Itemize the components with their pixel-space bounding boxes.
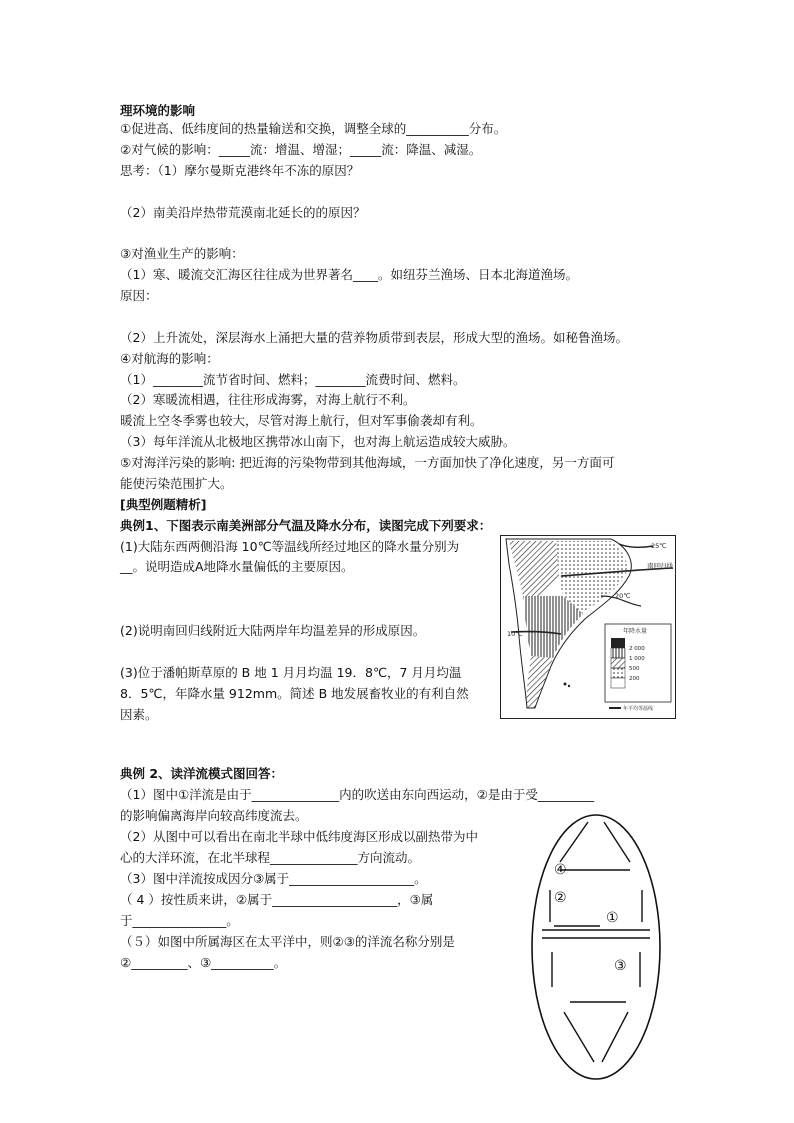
legend-title: 年降水量 — [623, 628, 648, 635]
text-line: ①促进高、低纬度间的热量输送和交换，调整全球的__________分布。 — [120, 121, 507, 136]
question-line: （2）从图中可以看出在南北半球中低纬度海区形成以副热带为中 — [120, 829, 478, 844]
map-graphic — [501, 536, 675, 718]
question-line: (3)位于潘帕斯草原的 B 地 1 月月均温 19．8℃，7 月月均温 — [120, 665, 462, 680]
ocean-current-diagram — [530, 812, 662, 1082]
text-line: 原因： — [120, 288, 158, 303]
legend-value: 1 000 — [629, 656, 645, 662]
text-line: 能使污染范围扩大。 — [120, 476, 233, 491]
question-line: （3）图中洋流按成因分③属于____________________。 — [120, 871, 427, 886]
question-line: (1)大陆东西两侧沿海 10℃等温线所经过地区的降水量分别为 — [120, 539, 460, 554]
question-line: 8．5℃，年降水量 912mm。简述 B 地发展畜牧业的有利自然 — [120, 686, 469, 701]
text-line: 思考：（1）摩尔曼斯克港终年不冻的原因？ — [120, 163, 360, 178]
ocean-diagram-graphic — [530, 812, 662, 1082]
question-line: (2)说明南回归线附近大陆两岸年均温差异的形成原因。 — [120, 623, 426, 638]
question-line: __。说明造成A地降水量偏低的主要原因。 — [120, 559, 354, 574]
question-line: 于_______________。 — [120, 913, 239, 928]
text-line: （2）南美沿岸热带荒漠南北延长的的原因？ — [120, 205, 366, 220]
label-10c: 10℃ — [507, 630, 523, 638]
text-line: （3）每年洋流从北极地区携带冰山南下，也对海上航运造成较大威胁。 — [120, 434, 516, 449]
marker-4: ④ — [554, 862, 567, 878]
label-20c: 20℃ — [615, 592, 631, 600]
section-title: 理环境的影响 — [120, 103, 196, 118]
legend-isotherm: 年平均等温线 — [623, 706, 654, 712]
text-line: 暖流上空冬季雾也较大，尽管对海上航行，但对军事偷袭却有利。 — [120, 413, 483, 428]
text-line: ④对航海的影响： — [120, 351, 219, 366]
label-tropic: 南回归线 — [647, 562, 673, 570]
legend-value: 200 — [629, 676, 640, 682]
question-line: 心的大洋环流，在北半球程______________方向流动。 — [120, 850, 421, 865]
marker-2: ② — [554, 890, 567, 906]
question-line: ②_________、③__________。 — [120, 955, 287, 970]
example-title — [120, 517, 491, 535]
south-america-climate-map — [500, 535, 676, 719]
marker-3: ③ — [614, 958, 627, 974]
text-line: ⑤对海洋污染的影响: 把近海的污染物带到其他海域，一方面加快了净化速度，另一方面可 — [120, 455, 615, 470]
section-heading: [典型例题精析] — [120, 497, 207, 512]
question-line: （５）如图中所属海区在太平洋中，则②③的洋流名称分别是 — [120, 934, 455, 949]
marker-1: ① — [606, 910, 619, 926]
question-line: 因素。 — [120, 707, 158, 722]
label-25c: 25℃ — [651, 542, 667, 550]
legend-value: 500 — [629, 666, 640, 672]
text-line: （1）寒、暖流交汇海区往往成为世界著名____。如纽芬兰渔场、日本北海道渔场。 — [120, 267, 578, 282]
text-line: ③对渔业生产的影响： — [120, 246, 244, 261]
example-2-title: 典例 2、读洋流模式图回答： — [120, 766, 284, 781]
question-line: （1）图中①洋流是由于______________内的吹送由东向西运动，②是由于受_________ — [120, 787, 595, 802]
question-line: （ 4 ）按性质来讲，②属于____________________，③属 — [120, 892, 434, 907]
text-line: ②对气候的影响：_____流：增温、增湿；_____流：降温、减湿。 — [120, 142, 482, 157]
question-line: 的影响偏离海岸向较高纬度流去。 — [120, 808, 308, 823]
text-line: （1）________流节省时间、燃料；________流费时间、燃料。 — [120, 372, 466, 387]
text-line: （2）寒暖流相遇，往往形成海雾，对海上航行不利。 — [120, 392, 416, 407]
legend-value: 2 000 — [629, 646, 645, 652]
text-line: （2）上升流处，深层海水上涌把大量的营养物质带到表层，形成大型的渔场。如秘鲁渔场。 — [120, 330, 628, 345]
example-title-text: 典例1、下图表示南美洲部分气温及降水分布，读图完成下列要求： — [120, 518, 492, 533]
